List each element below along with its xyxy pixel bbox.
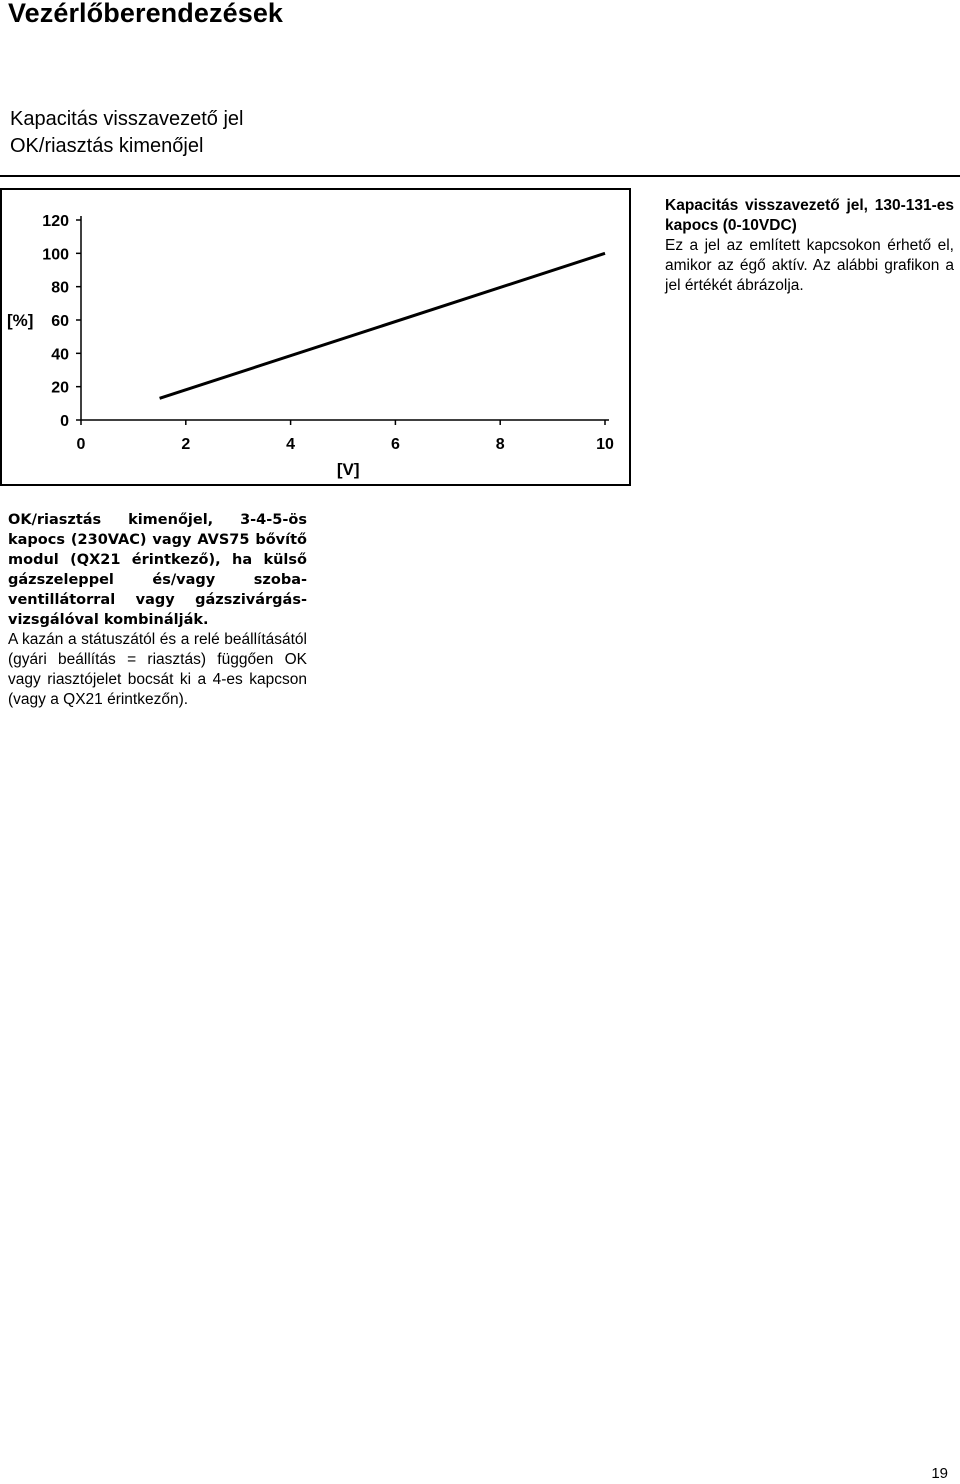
x-tick-label: 4	[286, 436, 296, 453]
y-axis-label: [%]	[7, 311, 34, 330]
horizontal-divider	[0, 175, 960, 177]
capacity-body: Ez a jel az említett kapcsokon érhető el, amikor az égő aktív. Az alábbi grafikon a jel értékét ábrázolja.	[665, 237, 954, 294]
x-tick-label: 0	[76, 436, 86, 453]
section-heading	[10, 106, 243, 160]
y-tick-label: 60	[51, 313, 69, 330]
y-tick-label: 40	[51, 346, 69, 364]
page-number: 19	[931, 1465, 948, 1482]
y-tick-label: 80	[51, 279, 69, 297]
section-heading-line-1: Kapacitás visszavezető jel	[10, 108, 244, 130]
x-axis-label: [V]	[336, 460, 360, 479]
x-tick-label: 2	[181, 436, 191, 453]
x-tick-label: 6	[390, 436, 400, 453]
ok-alarm-body: A kazán a státuszától és a relé beállításától (gyári beállítás = riasztás) függően OK vagy riasztójelet bocsát ki a 4-es kapcson (vagy a QX21 érintkezőn).	[8, 631, 307, 708]
y-tick-label: 120	[42, 213, 69, 230]
page-title: Vezérlőberendezések	[8, 0, 284, 28]
y-tick-label: 20	[51, 379, 69, 397]
chart-svg	[2, 190, 633, 488]
section-heading-line-2: OK/riasztás kimenőjel	[10, 135, 204, 157]
capacity-chart	[0, 188, 631, 486]
capacity-title: Kapacitás visszavezető jel, 130-131-es kapocs (0-10VDC)	[665, 197, 954, 234]
y-tick-label: 0	[60, 413, 69, 430]
x-tick-label: 8	[495, 436, 505, 453]
capacity-description	[665, 196, 954, 296]
ok-alarm-description	[8, 510, 307, 710]
ok-alarm-title: OK/riasztás kimenőjel, 3-4-5-ös kapocs (230VAC) vagy AVS75 bővítő modul (QX21 érintkező), ha külső gázszeleppel és/vagy szoba-ventillátorral vagy gázszivárgás-vizsgálóval kombinálják.	[8, 512, 307, 628]
series-line	[160, 253, 605, 398]
y-tick-label: 100	[42, 246, 69, 264]
x-tick-label: 10	[596, 436, 614, 453]
